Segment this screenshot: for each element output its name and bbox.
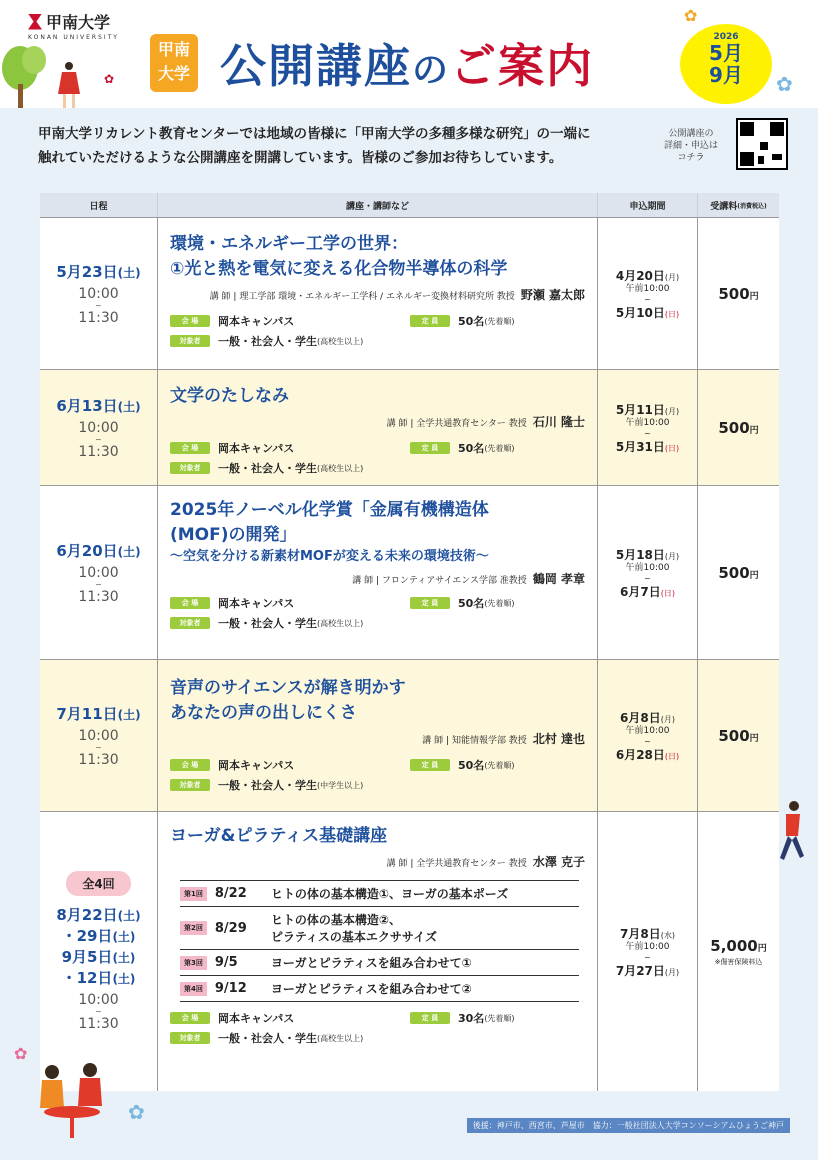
date-cell: 6月13日(土) 10:00 ~ 11:30	[40, 370, 158, 485]
fee-unit: 円	[749, 425, 759, 436]
date-cell: 5月23日(土) 10:00 ~ 11:30	[40, 218, 158, 369]
col-header-apply: 申込期間	[598, 193, 698, 217]
course-cell	[158, 218, 598, 369]
apply-from: 6月8日	[620, 710, 661, 725]
course-table	[40, 193, 779, 1091]
target-tag: 対象者	[170, 335, 210, 347]
venue-value: 岡本キャンパス	[218, 315, 295, 328]
target-note: (高校生以上)	[317, 463, 364, 473]
course-title[interactable]: 2025年ノーベル化学賞「金属有機構造体	[170, 500, 489, 520]
venue-value: 岡本キャンパス	[218, 759, 295, 772]
capacity-note: (先着順)	[484, 598, 515, 608]
course-weekday: (土)	[112, 951, 136, 965]
session-number: 第2回	[180, 921, 207, 935]
konan-badge	[150, 34, 198, 92]
target-tag: 対象者	[170, 779, 210, 791]
table-row	[40, 217, 779, 369]
target-line	[170, 777, 585, 793]
lecturer-name: 石川 隆士	[532, 415, 585, 429]
lecturer-name: 北村 達也	[532, 732, 585, 746]
time-from: 10:00	[78, 992, 119, 1008]
table-row	[40, 659, 779, 811]
apply-from: 7月8日	[620, 926, 661, 941]
qr-code-icon[interactable]	[736, 118, 788, 170]
title-part-3: ご案内	[450, 39, 595, 93]
lecturer-line: 講 師 | 全学共通教育センター 教授 石川 隆士	[386, 415, 585, 429]
session-text: ヨーガとピラティスを組み合わせて②	[270, 982, 472, 996]
apply-to-weekday: (日)	[664, 751, 680, 761]
lecturer-label: 講 師	[386, 859, 408, 869]
capacity-tag: 定 員	[410, 759, 450, 771]
lecturer-label: 講 師	[422, 736, 444, 746]
apply-to: 7月27日	[615, 963, 665, 978]
col-header-fee	[698, 193, 779, 217]
venue-line	[170, 757, 585, 773]
apply-to: 6月7日	[620, 584, 661, 599]
apply-to: 5月10日	[615, 305, 665, 320]
intro-line-2: 触れていただけるような公開講座を開講しています。皆様のご参加お待ちしています。	[38, 150, 563, 166]
session-number: 第1回	[180, 887, 207, 901]
lecturer-affiliation: 全学共通教育センター 教授	[416, 419, 527, 429]
venue-value: 岡本キャンパス	[218, 597, 295, 610]
venue-value: 岡本キャンパス	[218, 442, 295, 455]
target-tag: 対象者	[170, 462, 210, 474]
venue-tag: 会 場	[170, 442, 210, 454]
apply-from-weekday: (月)	[660, 714, 675, 724]
venue-line	[170, 313, 585, 329]
capacity-note: (先着順)	[484, 316, 515, 326]
page-title	[220, 30, 594, 96]
course-date: 7月11日	[56, 705, 118, 723]
table-header	[40, 193, 779, 217]
session-text: ヨーガとピラティスを組み合わせて①	[270, 956, 472, 970]
fee-unit: 円	[757, 943, 767, 954]
course-weekday: (土)	[117, 909, 141, 923]
target-note: (高校生以上)	[317, 1033, 364, 1043]
course-weekday: (土)	[117, 708, 141, 722]
lecturer-name: 鶴岡 孝章	[532, 572, 585, 586]
lecturer-line: 講 師 | 理工学部 環境・エネルギー工学科 / エネルギー変換材料研究所 教授 野瀬 嘉太郎	[209, 288, 585, 302]
fee-cell	[698, 218, 779, 369]
time-to: 11:30	[78, 589, 119, 605]
capacity-value: 30名	[458, 1012, 485, 1025]
course-title-2[interactable]: あなたの声の出しにくさ	[170, 703, 357, 723]
capacity-tag: 定 員	[410, 597, 450, 609]
session-date: 8/29	[214, 920, 247, 936]
session-row	[180, 880, 579, 906]
qr-note-line-2: 詳細・申込は	[664, 141, 719, 151]
time-from: 10:00	[78, 565, 119, 581]
flower-icon: ✿	[14, 1044, 28, 1063]
apply-time: 午前10:00	[625, 562, 670, 573]
course-title[interactable]: 音声のサイエンスが解き明かす	[170, 678, 406, 698]
fee-cell	[698, 660, 779, 811]
badge-line-2: 大学	[157, 64, 190, 83]
capacity-value: 50名	[458, 442, 485, 455]
target-tag: 対象者	[170, 1032, 210, 1044]
lecturer-affiliation: 理工学部 環境・エネルギー工学科 / エネルギー変換材料研究所 教授	[239, 292, 515, 302]
fee-unit: 円	[749, 291, 759, 302]
table-row	[40, 369, 779, 485]
running-man-icon	[772, 800, 812, 870]
fee-value: 500	[718, 284, 750, 303]
date-cell: 7月11日(土) 10:00 ~ 11:30	[40, 660, 158, 811]
lecturer-name: 水澤 克子	[532, 855, 585, 869]
badge-line-1: 甲南	[157, 40, 190, 59]
title-part-2: の	[412, 50, 451, 91]
apply-to-weekday: (日)	[660, 588, 675, 598]
course-cell	[158, 486, 598, 659]
target-value: 一般・社会人・学生	[218, 617, 317, 630]
fee-header-note: (消費税込)	[737, 202, 767, 210]
apply-cell: 6月8日(月) 午前10:00 ~ 6月28日(日)	[598, 660, 698, 811]
venue-tag: 会 場	[170, 759, 210, 771]
session-date: 9/12	[214, 981, 247, 996]
month-to: 9月	[709, 63, 743, 87]
session-number: 第4回	[180, 982, 207, 996]
course-date: 8月22日	[56, 906, 118, 924]
course-weekday: (土)	[112, 972, 136, 986]
qr-note-line-1: 公開講座の	[668, 129, 714, 139]
target-line	[170, 615, 585, 631]
capacity-note: (先着順)	[484, 443, 515, 453]
capacity-note: (先着順)	[484, 1013, 515, 1023]
venue-tag: 会 場	[170, 1012, 210, 1024]
course-weekday: (土)	[117, 266, 141, 280]
logo-text: 甲南大学	[46, 13, 111, 32]
course-cell	[158, 812, 598, 1091]
session-date: 8/22	[214, 886, 247, 901]
time-to: 11:30	[78, 310, 119, 326]
lecturer-affiliation: 知能情報学部 教授	[451, 736, 527, 746]
fee-cell	[698, 812, 779, 1091]
target-note: (高校生以上)	[317, 336, 364, 346]
apply-to-weekday: (日)	[664, 443, 680, 453]
fee-value: 500	[718, 418, 750, 437]
table-row	[40, 485, 779, 659]
period-circle	[680, 24, 772, 104]
course-weekday: (土)	[112, 930, 136, 944]
target-tag: 対象者	[170, 617, 210, 629]
month-from: 5月	[709, 41, 743, 65]
fee-cell	[698, 370, 779, 485]
venue-line	[170, 1010, 585, 1026]
apply-from-weekday: (水)	[660, 930, 675, 940]
fee-value: 5,000	[710, 936, 758, 955]
people-at-table-icon	[30, 1058, 114, 1142]
apply-cell: 7月8日(水) 午前10:00 ~ 7月27日(月)	[598, 812, 698, 1091]
time-to: 11:30	[78, 1016, 119, 1032]
venue-value: 岡本キャンパス	[218, 1012, 295, 1025]
footer-support-note: 後援：神戸市、西宮市、芦屋市 協力：一般社団法人大学コンソーシアムひょうご神戸	[467, 1118, 790, 1133]
course-weekday: (土)	[117, 400, 141, 414]
col-header-date: 日程	[40, 193, 158, 217]
flower-icon: ✿	[776, 72, 793, 96]
apply-time: 午前10:00	[625, 941, 670, 952]
venue-line	[170, 595, 585, 611]
title-part-1: 公開講座	[220, 39, 412, 93]
course-title-2[interactable]: (MOF)の開発」	[170, 525, 297, 545]
target-note: (中学生以上)	[317, 780, 364, 790]
fee-cell	[698, 486, 779, 659]
target-value: 一般・社会人・学生	[218, 462, 317, 475]
apply-from-weekday: (月)	[664, 272, 680, 282]
fee-unit: 円	[749, 733, 759, 744]
course-cell	[158, 660, 598, 811]
session-row	[180, 975, 579, 1001]
target-line	[170, 333, 585, 349]
apply-from-weekday: (月)	[664, 551, 680, 561]
apply-to: 6月28日	[615, 747, 665, 762]
target-value: 一般・社会人・学生	[218, 779, 317, 792]
apply-to: 5月31日	[615, 439, 665, 454]
course-date: 6月13日	[56, 397, 118, 415]
apply-from-weekday: (月)	[664, 406, 680, 416]
apply-from: 5月11日	[615, 402, 665, 417]
lecturer-line: 講 師 | 知能情報学部 教授 北村 達也	[422, 732, 585, 746]
course-weekday: (土)	[117, 545, 141, 559]
course-date: ・29日	[61, 927, 113, 945]
session-text-2: ピラティスの基本エクササイズ	[270, 930, 437, 944]
fee-value: 500	[718, 726, 750, 745]
target-line	[170, 460, 585, 476]
flower-icon: ✿	[104, 72, 115, 86]
venue-tag: 会 場	[170, 597, 210, 609]
apply-time: 午前10:00	[625, 417, 670, 428]
lecturer-affiliation: フロンティアサイエンス学部 准教授	[381, 576, 527, 586]
apply-to-weekday: (月)	[664, 967, 680, 977]
venue-line	[170, 440, 585, 456]
lecturer-label: 講 師	[352, 576, 374, 586]
course-title-2[interactable]: ①光と熱を電気に変える化合物半導体の科学	[170, 259, 508, 279]
course-title[interactable]: 文学のたしなみ	[170, 386, 289, 406]
flower-icon: ✿	[128, 1100, 145, 1124]
capacity-value: 50名	[458, 759, 485, 772]
capacity-tag: 定 員	[410, 442, 450, 454]
course-subtitle: ～空気を分ける新素材MOFが変える未来の環境技術～	[170, 549, 489, 564]
session-date: 9/5	[214, 955, 238, 970]
session-row	[180, 906, 579, 949]
fee-header-label: 受講料	[710, 201, 738, 212]
time-from: 10:00	[78, 728, 119, 744]
fee-note: ※傷害保険料込	[714, 957, 763, 966]
col-header-course: 講座・講師など	[158, 193, 598, 217]
course-date: 6月20日	[56, 542, 118, 560]
time-to: 11:30	[78, 444, 119, 460]
capacity-value: 50名	[458, 597, 485, 610]
apply-cell: 5月11日(月) 午前10:00 ~ 5月31日(日)	[598, 370, 698, 485]
table-row	[40, 811, 779, 1091]
tree-illustration-icon	[0, 40, 60, 110]
apply-from: 4月20日	[615, 268, 665, 283]
venue-tag: 会 場	[170, 315, 210, 327]
target-note: (高校生以上)	[317, 618, 364, 628]
fee-unit: 円	[749, 570, 759, 581]
date-cell: 6月20日(土) 10:00 ~ 11:30	[40, 486, 158, 659]
capacity-value: 50名	[458, 315, 485, 328]
intro-line-1: 甲南大学リカレント教育センターでは地域の皆様に「甲南大学の多種多様な研究」の一端に	[38, 126, 591, 142]
target-line	[170, 1030, 585, 1046]
course-title[interactable]: ヨーガ&ピラティス基礎講座	[170, 826, 388, 846]
qr-note-line-3: コチラ	[677, 153, 705, 163]
apply-cell: 5月18日(月) 午前10:00 ~ 6月7日(日)	[598, 486, 698, 659]
logo-english: KONAN UNIVERSITY	[28, 34, 119, 41]
lecturer-label: 講 師	[386, 419, 408, 429]
session-list	[180, 880, 579, 1002]
apply-cell: 4月20日(月) 午前10:00 ~ 5月10日(日)	[598, 218, 698, 369]
session-text: ヒトの体の基本構造②、	[270, 913, 402, 927]
session-row	[180, 949, 579, 975]
qr-note	[664, 128, 718, 164]
lecturer-line: 講 師 | フロンティアサイエンス学部 准教授 鶴岡 孝章	[352, 572, 585, 586]
time-from: 10:00	[78, 420, 119, 436]
capacity-tag: 定 員	[410, 1012, 450, 1024]
time-to: 11:30	[78, 752, 119, 768]
session-number: 第3回	[180, 956, 207, 970]
walking-woman-icon	[52, 60, 86, 110]
lecturer-name: 野瀬 嘉太郎	[520, 288, 585, 302]
course-date: ・12日	[61, 969, 113, 987]
apply-from: 5月18日	[615, 547, 665, 562]
session-text: ヒトの体の基本構造①、ヨーガの基本ポーズ	[270, 887, 509, 901]
lecturer-label: 講 師	[209, 292, 231, 302]
course-cell	[158, 370, 598, 485]
capacity-tag: 定 員	[410, 315, 450, 327]
capacity-note: (先着順)	[484, 760, 515, 770]
lecturer-line: 講 師 | 全学共通教育センター 教授 水澤 克子	[386, 855, 585, 869]
date-cell: 全4回 8月22日(土) ・29日(土) 9月5日(土) ・12日(土) 10:00 ~ 11:30	[40, 812, 158, 1091]
flower-icon: ✿	[684, 6, 698, 25]
konan-emblem-icon	[28, 14, 42, 30]
target-value: 一般・社会人・学生	[218, 335, 317, 348]
university-logo[interactable]	[28, 10, 119, 41]
series-badge: 全4回	[66, 871, 130, 896]
time-from: 10:00	[78, 286, 119, 302]
target-value: 一般・社会人・学生	[218, 1032, 317, 1045]
intro-text	[38, 122, 591, 170]
year-label: 2026	[713, 32, 739, 42]
apply-to-weekday: (日)	[664, 309, 680, 319]
course-date: 9月5日	[61, 948, 113, 966]
course-date: 5月23日	[56, 263, 118, 281]
apply-time: 午前10:00	[625, 283, 670, 294]
lecturer-affiliation: 全学共通教育センター 教授	[416, 859, 527, 869]
course-title[interactable]: 環境・エネルギー工学の世界：	[170, 234, 408, 254]
apply-time: 午前10:00	[625, 725, 670, 736]
fee-value: 500	[718, 563, 750, 582]
